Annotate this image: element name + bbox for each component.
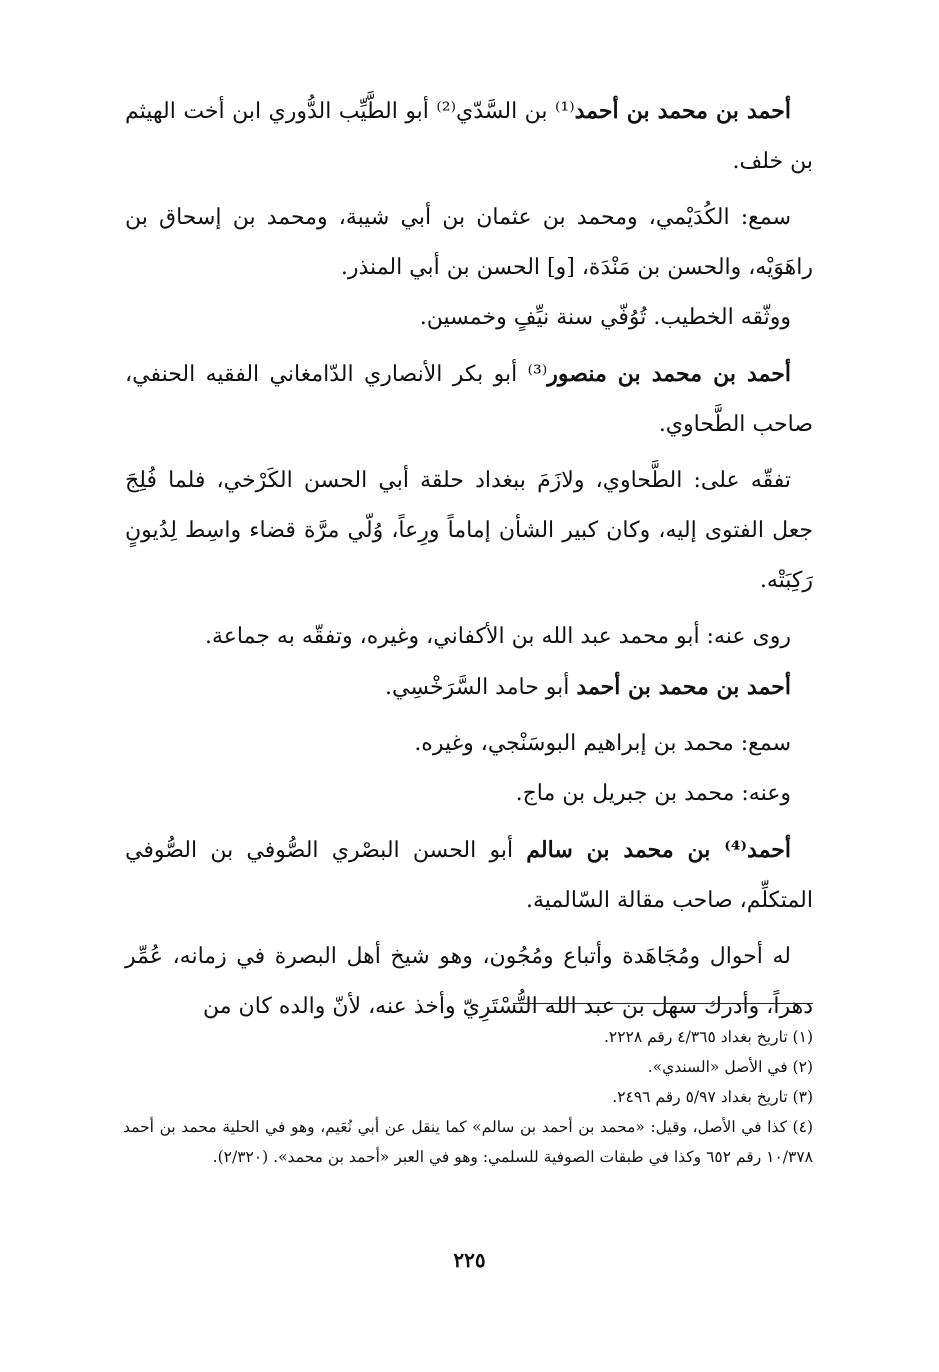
entry-paragraph: سمع: الكُدَيْمي، ومحمد بن عثمان بن أبي شيبة، ومحمد بن إسحاق بن راهَوَيْه، والحسن بن مَنْدَة، [و] الحسن بن أبي المنذر. [125, 205, 813, 280]
entry-heading [125, 825, 813, 926]
entry-paragraph: سمع: محمد بن إبراهيم البوسَنْجي، وغيره. [414, 731, 791, 756]
entry-paragraph: تفقّه على: الطَّحاوي، ولازَمَ ببغداد حلقة أبي الحسن الكَرْخي، فلما فُلِجَ جعل الفتوى إليه، وكان كبير الشأن إماماً ورِعاً، وُلّي مرَّة قضاء واسِط لِدُيونٍ رَكِبَتْه. [125, 468, 813, 593]
footnotes [123, 1022, 813, 1172]
page-number: ٢٢٥ [453, 1248, 486, 1272]
entry-name: أحمد بن محمد بن أحمد [574, 98, 791, 124]
entry-heading-rest: أبو حامد السَّرَخْسِي. [385, 675, 577, 700]
main-text [125, 86, 813, 1032]
entry-paragraph: روى عنه: أبو محمد عبد الله بن الأكفاني، وغيره، وتفقّه به جماعة. [204, 624, 791, 649]
footnote: (٢) في الأصل «السندي». [647, 1058, 813, 1076]
footnote: (٣) تاريخ بغداد ٥/٩٧ رقم ٢٤٩٦. [612, 1088, 813, 1106]
footnote-separator [513, 1003, 813, 1004]
entry-name: أحمد بن محمد بن أحمد [576, 674, 791, 700]
entry-paragraph: ووثّقه الخطيب. تُوُفّي سنة نيِّفٍ وخمسين. [419, 305, 791, 330]
entry-heading [125, 86, 813, 187]
entry-paragraph: وعنه: محمد بن جبريل بن ماج. [515, 781, 791, 806]
entry-heading-rest: أبو الحسن البصْري الصُّوفي بن الصُّوفي المتكلِّم، صاحب مقالة السّالمية. [125, 838, 813, 913]
entry-paragraph: له أحوال ومُجَاهَدة وأتباع ومُجُون، وهو شيخ أهل البصرة في زمانه، عُمِّر دهراً، وأدرك سهل بن عبد الله التُّسْتَرِيّ وأخذ عنه، لأنّ والده كان من [125, 944, 813, 1019]
footnote: (١) تاريخ بغداد ٤/٣٦٥ رقم ٢٢٢٨. [603, 1028, 813, 1046]
footnote: (٤) كذا في الأصل، وقيل: «محمد بن أحمد بن سالم» كما ينقل عن أبي نُعَيم، وهو في الحلية محمد بن أحمد ١٠/٣٧٨ رقم ٦٥٢ وكذا في طبقات الصوفية للسلمي: وهو في العبر «أحمد بن محمد». (٢/٣٢٠). [123, 1118, 813, 1166]
entry-heading-rest: ⁽¹⁾ بن السَّدّي⁽²⁾ أبو الطَّيِّب الدُّوري ابن أخت الهيثم بن خلف. [125, 99, 813, 174]
entry-heading [125, 349, 813, 450]
entry-name: أحمد بن محمد بن منصور [547, 361, 791, 387]
entry-name: أحمد⁽⁴⁾ بن محمد بن سالم [526, 837, 792, 863]
entry-heading-rest: ⁽³⁾ أبو بكر الأنصاري الدّامغاني الفقيه الحنفي، صاحب الطَّحاوي. [125, 362, 813, 437]
entry-heading [125, 662, 813, 713]
